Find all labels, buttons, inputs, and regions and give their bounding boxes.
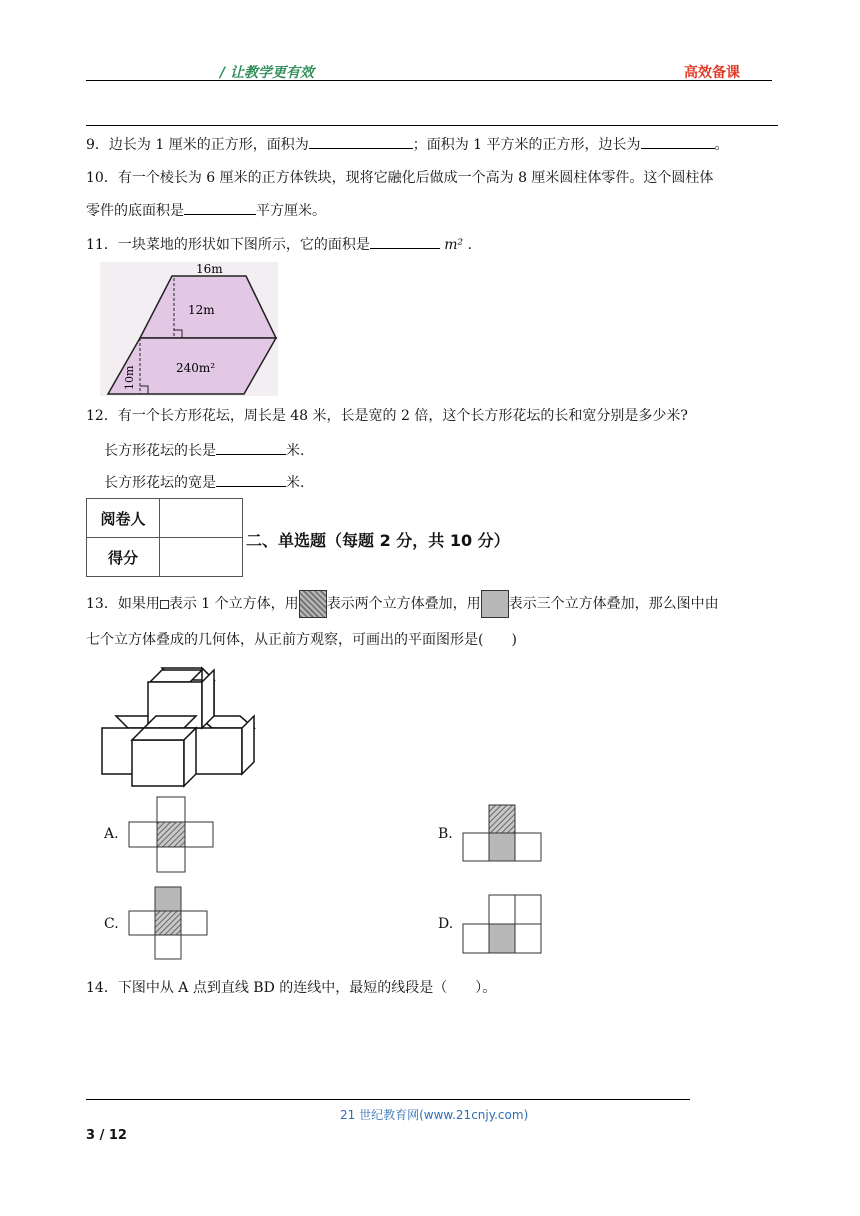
score-label: 得分 (87, 538, 160, 577)
single-cube-icon (160, 600, 169, 609)
header-slogan: / 让教学更有效 (220, 65, 314, 81)
option-d-label[interactable]: D. (438, 916, 454, 932)
grid-cell (489, 895, 515, 924)
question-9: 9．边长为 1 厘米的正方形，面积为 ；面积为 1 平方米的正方形，边长为 。 (86, 134, 729, 155)
option-c-label[interactable]: C. (104, 916, 119, 932)
question-12-line1: 12．有一个长方形花坛，周长是 48 米，长是宽的 2 倍，这个长方形花坛的长和宽分别是多少米? (86, 408, 688, 424)
question-10-line1: 10．有一个棱长为 6 厘米的正方体铁块，现将它融化后做成一个高为 8 厘米圆柱体零件。这个圆柱体 (86, 170, 714, 186)
stacked-cubes-figure (98, 664, 258, 788)
question-10-line2: 零件的底面积是 平方厘米。 (86, 200, 326, 221)
header-divider (86, 80, 772, 81)
grid-cell (157, 847, 185, 872)
question-13-line1: 13．如果用 表示 1 个立方体，用 表示两个立方体叠加，用 表示三个立方体叠加，那么图中由 (86, 590, 719, 618)
grid-cell (157, 797, 185, 822)
grader-label: 阅卷人 (87, 499, 160, 538)
question-13-line2: 七个立方体叠成的几何体，从正前方观察，可画出的平面图形是( ) (86, 632, 517, 648)
option-b-label[interactable]: B. (438, 826, 453, 842)
answer-blank[interactable] (216, 440, 286, 455)
footer-divider (86, 1099, 690, 1100)
option-b-figure[interactable] (462, 804, 542, 864)
section-title: 二、单选题（每题 2 分，共 10 分） (246, 531, 510, 550)
page-number: 3 / 12 (86, 1128, 127, 1143)
header-brand: 高效备课 (684, 65, 740, 81)
option-c-figure[interactable] (128, 886, 212, 964)
grid-cell (463, 833, 489, 861)
top-base-label: 16m (196, 262, 223, 276)
content-top-divider (86, 125, 778, 126)
area-label: 240m² (176, 361, 216, 375)
side-height-label: 10m (123, 365, 136, 390)
grader-table (86, 498, 243, 577)
grid-cell (155, 935, 181, 959)
grid-cell (515, 924, 541, 953)
option-a-label[interactable]: A. (104, 826, 119, 842)
question-12-width: 长方形花坛的宽是 米. (104, 472, 304, 493)
cube-face (132, 740, 184, 786)
option-d-figure[interactable] (462, 894, 544, 956)
height-label: 12m (188, 303, 215, 317)
option-a-figure[interactable] (128, 796, 216, 876)
cube-face (194, 728, 242, 774)
grid-cell-double (157, 822, 185, 847)
grid-cell-triple (489, 833, 515, 861)
grid-cell (185, 822, 213, 847)
grid-cell-double (489, 805, 515, 833)
footer-link[interactable]: 21 世纪教育网(www.21cnjy.com) (340, 1108, 529, 1122)
grid-cell-triple (155, 887, 181, 911)
grid-cell (129, 911, 155, 935)
question-12-length: 长方形花坛的长是 米. (104, 440, 304, 461)
double-cube-icon (299, 590, 327, 618)
question-11: 11．一块菜地的形状如下图所示，它的面积是 m² . (86, 234, 472, 255)
answer-blank[interactable] (370, 234, 440, 249)
question-14: 14．下图中从 A 点到直线 BD 的连线中，最短的线段是（ ）。 (86, 980, 497, 996)
grid-cell (463, 924, 489, 953)
grid-cell (515, 833, 541, 861)
grader-field[interactable] (160, 499, 243, 538)
answer-blank[interactable] (216, 472, 286, 487)
score-field[interactable] (160, 538, 243, 577)
answer-blank[interactable] (309, 134, 413, 149)
answer-blank[interactable] (641, 134, 715, 149)
grid-cell (181, 911, 207, 935)
grid-cell-double (155, 911, 181, 935)
grid-cell (129, 822, 157, 847)
garden-plot-figure (100, 262, 278, 396)
grid-cell (515, 895, 541, 924)
grid-cell-triple (489, 924, 515, 953)
triple-cube-icon (481, 590, 509, 618)
answer-blank[interactable] (184, 200, 256, 215)
